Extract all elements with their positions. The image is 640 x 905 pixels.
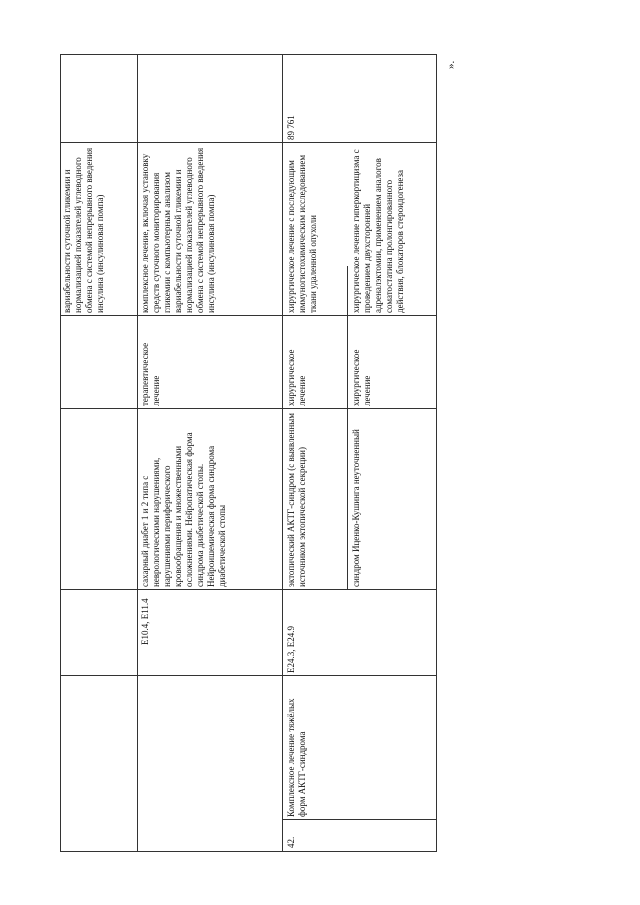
mid-row-type-cell: терапевтическое лечение bbox=[140, 342, 161, 406]
row-42-sub1-type: хирургическое лечение bbox=[286, 349, 307, 406]
row-42-name: Комплексное лечение тяжёлых форм АКТГ-синдрома bbox=[286, 698, 307, 817]
top-row-method-cell: вариабельности суточной гликемии и нормализацией показателей углеводного обмена с системой непрерывного введения инсулина (инсулиновая помпа) bbox=[62, 147, 105, 313]
table-border-top bbox=[60, 54, 61, 852]
row-42-sub1-method: хирургическое лечение с последующим иммуногистохимическим исследованием ткани удаленной опухоли bbox=[286, 154, 318, 313]
row-42-sub2-type: хирургическое лечение bbox=[351, 349, 372, 406]
row-separator-2 bbox=[282, 54, 283, 852]
col-separator-6 bbox=[60, 142, 437, 143]
col-separator-top bbox=[60, 315, 137, 316]
row-42-sub2-model: синдром Иценко-Кушинга неуточненный bbox=[351, 429, 361, 587]
mid-row-method-cell: комплексное лечение, включая установку средств суточного мониторирования гликемии с компьютерным анализом вариабельности суточной гликемии и нормализацией показателей углеводного обмена с системой непрерывного введения инсулина (инсулиновая помпа) bbox=[140, 147, 216, 313]
mid-row-codes-cell: E10.4, E11.4 bbox=[140, 598, 150, 645]
row-42-sub2-method: хирургическое лечение гиперкортицизма с проведением двухсторонней адреналэктомии, применением аналогов соматостатина пролонгированного действия, блокаторов стероидогенеза bbox=[351, 149, 405, 313]
table-border-right bbox=[60, 54, 437, 55]
row-separator-1 bbox=[137, 54, 138, 852]
col-separator-3 bbox=[60, 589, 437, 590]
col-separator-1 bbox=[282, 819, 436, 820]
row-42-sub1-model: эктопический АКТГ-синдром (с выявленным источником эктопической секреции) bbox=[286, 413, 307, 587]
mid-row-model-cell: сахарный диабет 1 и 2 типа с неврологическими нарушениями, нарушениями периферического кровообращения и множественными осложнениями. Нейропатическая форма синдрома диабетической стопы. Нейроишемическая форма синдрома диабетической стопы bbox=[140, 432, 227, 587]
col-separator-4 bbox=[60, 408, 437, 409]
col-separator-2 bbox=[60, 675, 437, 676]
closing-quote-mark: ». bbox=[445, 60, 457, 69]
table-border-left bbox=[60, 851, 437, 852]
row-42-number: 42. bbox=[286, 836, 296, 848]
row-42-codes: E24.3, E24.9 bbox=[286, 626, 296, 673]
mid-row-price-cell: 89 761 bbox=[286, 115, 296, 140]
table-border-bottom bbox=[436, 54, 437, 852]
